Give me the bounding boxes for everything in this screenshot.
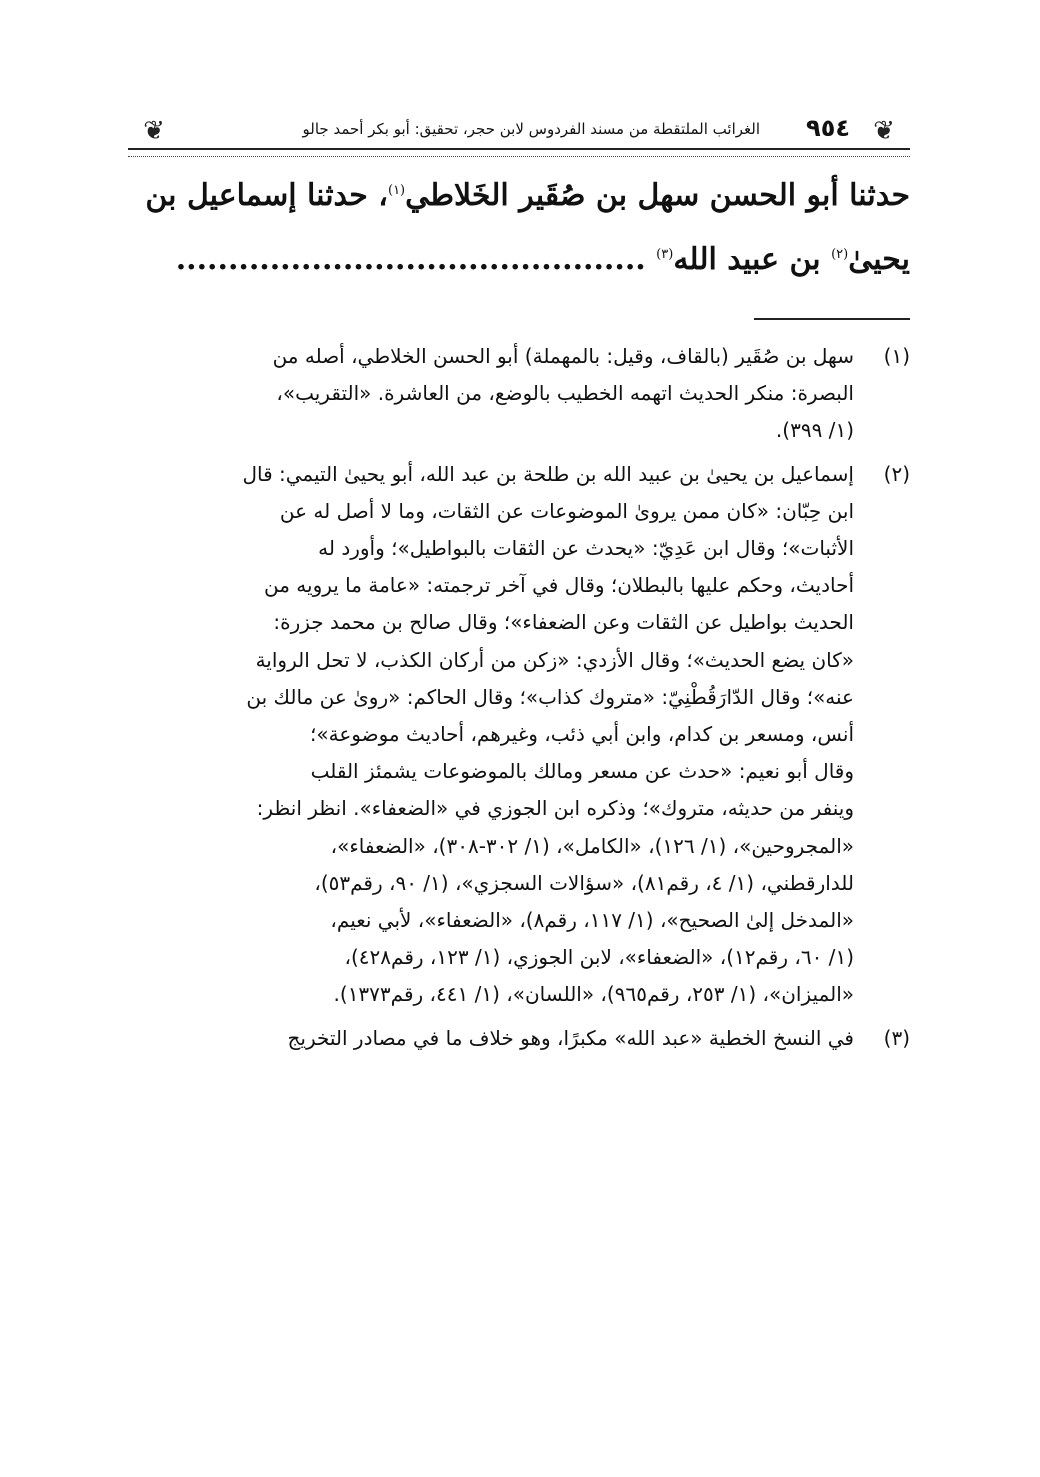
- footnote-1: [128, 338, 910, 450]
- footnote-line: وقال أبو نعيم: «حدث عن مسعر ومالك بالموضوعات يشمئز القلب: [310, 759, 854, 784]
- footnote-line: أنس، ومسعر بن كدام، وابن أبي ذئب، وغيرهم، أحاديث موضوعة»؛: [310, 722, 854, 747]
- running-title: الغرائب الملتقطة من مسند الفردوس لابن حجر، تحقيق: أبو بكر أحمد جالو: [302, 120, 760, 138]
- footnote-line: «المجروحين»، (١/ ١٢٦)، «الكامل»، (١/ ٣٠٢-٣٠٨)، «الضعفاء»،: [330, 833, 854, 858]
- footnote-line: إسماعيل بن يحيىٰ بن عبيد الله بن طلحة بن عبد الله، أبو يحيىٰ التيمي: قال: [242, 461, 854, 486]
- footnote-line: عنه»؛ وقال الدّارَقُطْنِيّ: «متروك كذاب»؛ وقال الحاكم: «روىٰ عن مالك بن: [246, 684, 854, 709]
- footnote-line: أحاديث، وحكم عليها بالبطلان؛ وقال في آخر ترجمته: «عامة ما يرويه من: [263, 573, 854, 598]
- footnote-line: الحديث بواطيل عن الثقات وعن الضعفاء»؛ وقال صالح بن محمد جزرة:: [273, 610, 854, 635]
- footnote-line: ابن حِبّان: «كان ممن يروىٰ الموضوعات عن الثقات، وما لا أصل له عن: [279, 498, 854, 523]
- dotted-leader: .............................................: [175, 242, 646, 277]
- footnote-line: وينفر من حديثه، متروك»؛ وذكره ابن الجوزي في «الضعفاء». انظر انظر:: [256, 796, 854, 821]
- footnote-line: سهل بن صُقَير (بالقاف، وقيل: بالمهملة) أبو الحسن الخلاطي، أصله من: [272, 344, 854, 368]
- footnote-line: «كان يضع الحديث»؛ وقال الأزدي: «زكن من أركان الكذب، لا تحل الرواية: [255, 647, 854, 672]
- footnote-ref[interactable]: (٢): [831, 247, 849, 262]
- footnote-text: [128, 338, 854, 450]
- main-line: [128, 164, 910, 228]
- footnote-line: (١/ ٣٩٩).: [775, 418, 854, 443]
- footnote-ref[interactable]: (٣): [656, 247, 674, 262]
- main-text: [128, 164, 910, 292]
- footnote-text: [128, 456, 854, 1014]
- footnote-ref[interactable]: (١): [387, 183, 406, 198]
- main-text-segment: بن عبيد الله: [673, 242, 832, 277]
- footnote-2: [128, 456, 910, 1014]
- footnote-3: [128, 1020, 910, 1057]
- ornament-left-icon: ❦: [143, 116, 165, 146]
- footnote-line: «الميزان»، (١/ ٢٥٣، رقم٩٦٥)، «اللسان»، (١/ ٤٤١، رقم١٣٧٣).: [333, 982, 854, 1007]
- main-text-segment: يحيىٰ: [848, 242, 910, 277]
- footnote-line: للدارقطني، (١/ ٤، رقم٨١)، «سؤالات السجزي»، (١/ ٩٠، رقم٥٣)،: [314, 870, 854, 895]
- footnote-separator: [754, 318, 910, 320]
- footnote-line: الأثبات»؛ وقال ابن عَدِيّ: «يحدث عن الثقات بالبواطيل»؛ وأورد له: [318, 536, 854, 561]
- main-text-segment: ، حدثنا إسماعيل بن: [145, 178, 388, 213]
- main-line: [128, 228, 910, 292]
- footnote-line: البصرة: منكر الحديث اتهمه الخطيب بالوضع، من العاشرة. «التقريب»،: [276, 381, 854, 406]
- footnote-number: (٣): [883, 1025, 910, 1050]
- footnote-line: «المدخل إلىٰ الصحيح»، (١/ ١١٧، رقم٨)، «الضعفاء»، لأبي نعيم،: [330, 908, 854, 933]
- ornament-right-icon: ❦: [873, 116, 895, 146]
- header-rule: [128, 148, 910, 157]
- footnote-line: (١/ ٦٠، رقم١٢)، «الضعفاء»، لابن الجوزي، (١/ ١٢٣، رقم٤٢٨)،: [344, 945, 854, 970]
- running-header: [128, 108, 910, 154]
- page-number: ٩٥٤: [806, 114, 850, 142]
- footnote-number: (٢): [883, 461, 910, 486]
- footnote-line: في النسخ الخطية «عبد الله» مكبرًا، وهو خلاف ما في مصادر التخريج: [287, 1025, 854, 1050]
- footnotes: [128, 338, 910, 1063]
- footnote-number: (١): [883, 344, 910, 368]
- main-text-segment: حدثنا أبو الحسن سهل بن صُقَير الخَلاطي: [405, 178, 910, 213]
- footnote-text: [128, 1020, 854, 1057]
